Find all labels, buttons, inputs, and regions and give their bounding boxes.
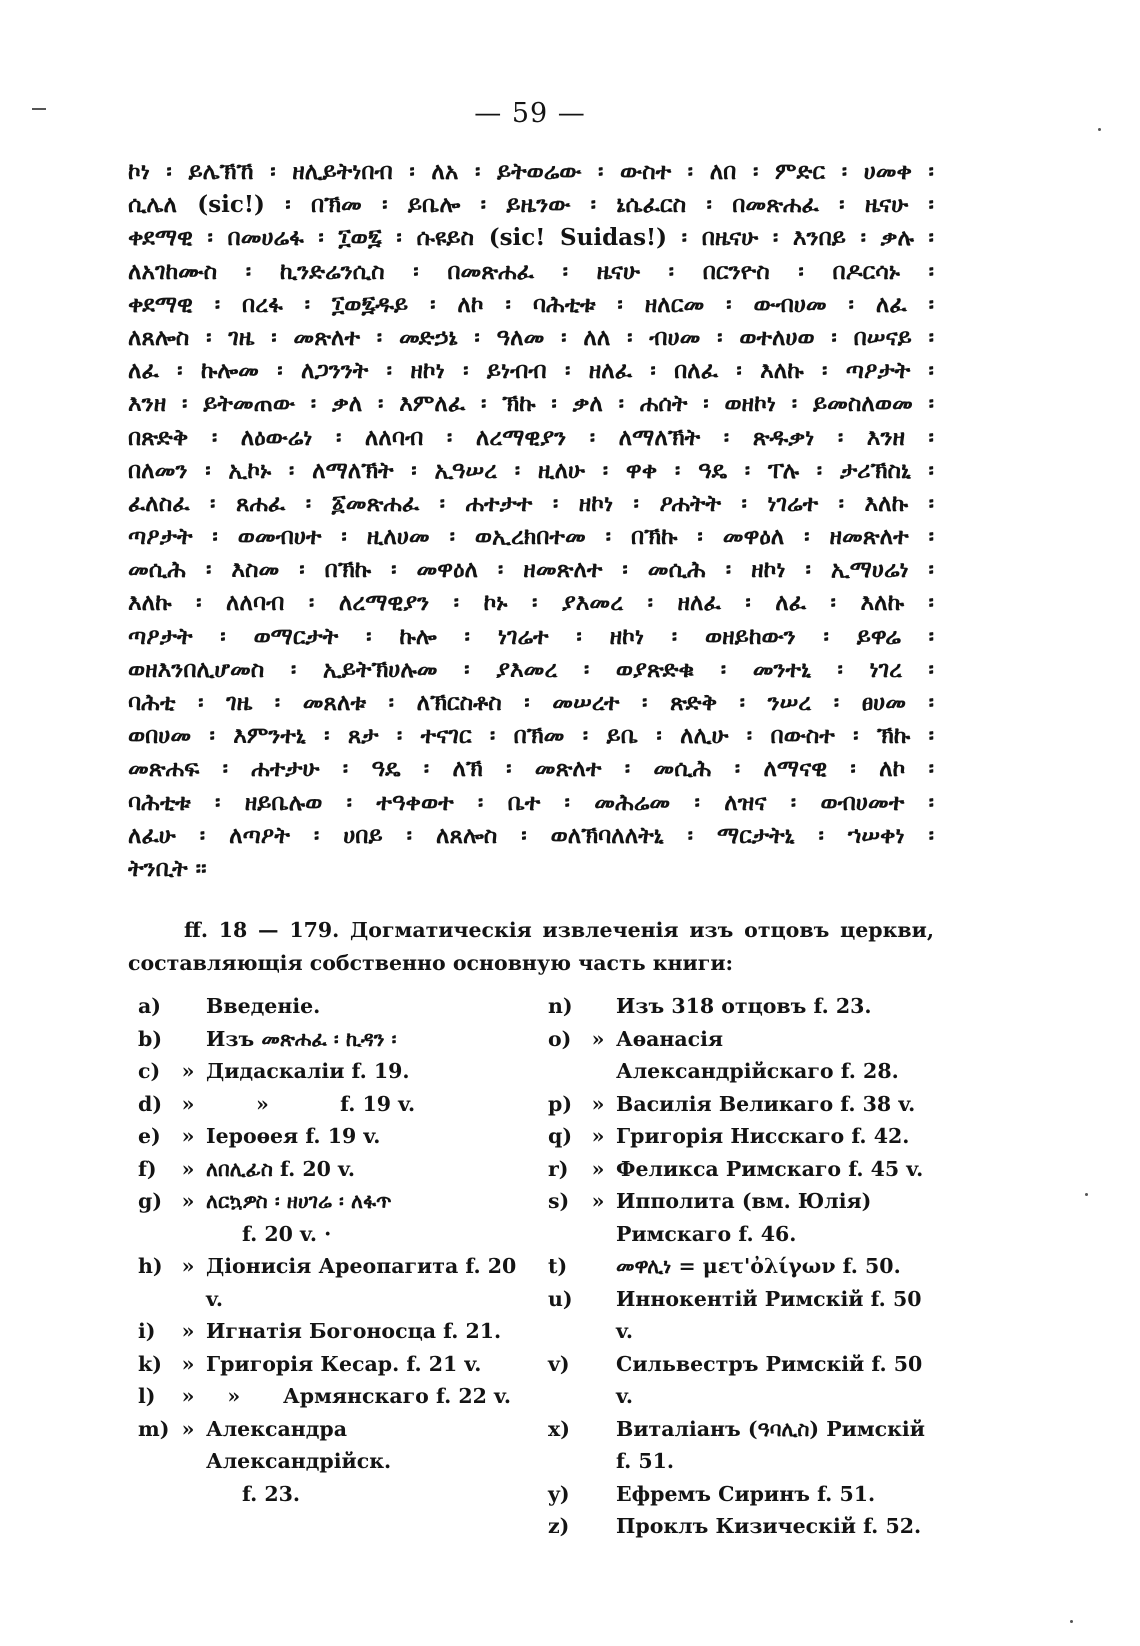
- list-item-letter: v): [548, 1351, 570, 1376]
- list-item-letter: s): [548, 1189, 570, 1213]
- ditto-mark: »: [181, 1189, 195, 1213]
- list-item: [548, 1283, 938, 1348]
- list-item: [138, 1023, 528, 1056]
- ethiopic-line: ለፈሁ ፡ ለጣዖት ፡ ሀበይ ፡ ለጸሎስ ፡ ወለኽባለለትኒ ፡ ማርታትኒ ፡ ኀሠቀነ ፡: [128, 821, 934, 849]
- list-item-main: Виталіанъ (ዓባሊስ) Римскій f. 51.: [616, 1416, 933, 1473]
- list-item-main: መዋሊነ = μετ'ὀλίγων f. 50.: [616, 1254, 901, 1278]
- list-item-text: [616, 1120, 938, 1153]
- ethiopic-line: መሲሕ ፡ እስመ ፡ በኽኩ ፡ መዋዕለ ፡ ዘመጽለተ ፡ መሲሕ ፡ ዘኮነ ፡ ኢማሀሬነ ፡: [128, 556, 934, 584]
- list-item-letter: e): [138, 1124, 161, 1148]
- list-item-letter: p): [548, 1091, 573, 1116]
- list-item-main: Аѳанасія Александрійскаго f. 28.: [616, 1026, 899, 1083]
- ethiopic-line: ጣዖታት ፡ ወመብሀተ ፡ ዚለሀመ ፡ ወኢረክበተመ ፡ በኽኩ ፡ መዋዕለ ፡ ዘመጽለተ ፡: [128, 523, 934, 551]
- ethiopic-line: ለጸሎስ ፡ ገዜ ፡ መጽለተ ፡ መድኃኔ ፡ ዓለመ ፡ ለለ ፡ ብሀመ ፡ ወተለሀወ ፡ በሠናይ ፡: [128, 323, 934, 351]
- list-item: [138, 990, 528, 1023]
- list-item-letter: g): [138, 1189, 163, 1213]
- list-item-main: Ипполита (вм. Юлія) Римскаго f. 46.: [616, 1189, 879, 1246]
- list-item-main: ለርኳዎስ ፡ ዘሀገሬ ፡ ለፋጥ: [206, 1189, 392, 1213]
- ethiopic-line: ጣዖታት ፡ ወማርታት ፡ ኩሎ ፡ ነገሬተ ፡ ዘኮነ ፡ ወዘይከውን ፡ ይዋሬ ፡: [128, 622, 934, 650]
- ethiopic-line: ለፈ ፡ ኩሎመ ፡ ለጋንንት ፡ ዘኮነ ፡ ይነብብ ፡ ዘለፈ ፡ በለፈ ፡ እለኩ ፡ ጣዖታት ፡: [128, 357, 934, 385]
- ethiopic-line: በጽድቅ ፡ ለዕውሬነ ፡ ለለባብ ፡ ለረማዊያን ፡ ለማለኽት ፡ ጽዱቃነ ፡ እንዘ ፡: [128, 423, 934, 451]
- list-item: [138, 1380, 528, 1413]
- ethiopic-line: ወበሀመ ፡ እምንተኒ ፡ ጸታ ፡ ተናገር ፡ በኽመ ፡ ይቤ ፡ ለሊሁ ፡ በውስተ ፡ ኽኩ ፡: [128, 722, 934, 750]
- list-item-text: [206, 1413, 528, 1511]
- ethiopic-line: ትንቢት ፡፡: [128, 854, 207, 882]
- ditto-mark: »: [181, 1124, 195, 1148]
- list-item: [548, 1250, 938, 1283]
- list-item: [548, 1088, 938, 1121]
- list-item-letter: z): [548, 1514, 570, 1538]
- list-item-letter: a): [138, 994, 161, 1018]
- list-item-letter: x): [548, 1416, 570, 1441]
- ethiopic-text-block: [128, 155, 934, 885]
- list-item-letter: c): [138, 1059, 161, 1083]
- ethiopic-line: እንዘ ፡ ይትመጠው ፡ ቃለ ፡ እምለፈ ፡ ኽኩ ፡ ቃለ ፡ ሐሰት ፡ ወዘኮነ ፡ ይመስለወመ ፡: [128, 390, 934, 418]
- list-item-text: [206, 1185, 528, 1250]
- list-item-main: Феликса Римскаго f. 45 v.: [616, 1156, 924, 1181]
- list-item-letter: y): [548, 1481, 570, 1506]
- ethiopic-line: ቀደማዊ ፡ በረፋ ፡ ፲ወ፯ዱይ ፡ ለኮ ፡ ባሕቲቱ ፡ ዘለርመ ፡ ውብሀመ ፡ ለፈ ፡: [128, 290, 934, 318]
- list-item: [548, 1478, 938, 1511]
- list-item: [138, 1185, 528, 1250]
- list-item: [138, 1088, 528, 1121]
- ethiopic-line: ባሕቲ ፡ ገዜ ፡ መጸለቱ ፡ ለኽርስቶስ ፡ መሠረተ ፡ ጽድቅ ፡ ንሠረ ፡ ፀሀመ ፡: [128, 689, 934, 716]
- list-item: [548, 1023, 938, 1088]
- list-item-text: [616, 1153, 938, 1186]
- ethiopic-line: ለአገከሙስ ፡ ኪንድሬንሲስ ፡ በመጽሐፈ ፡ ዜናሁ ፡ በርንዮስ ፡ በዶርሳኑ ፡: [128, 257, 934, 285]
- list-item-letter: n): [548, 994, 573, 1018]
- list-item-letter: f): [138, 1156, 157, 1181]
- list-item-text: [616, 1413, 938, 1478]
- list-item-letter: m): [138, 1416, 170, 1441]
- ethiopic-line: መጽሐፍ ፡ ሐተታሁ ፡ ዓዴ ፡ ለኽ ፡ መጽለተ ፡ መሲሕ ፡ ለማናዊ ፡ ለኮ ፡: [128, 755, 934, 783]
- ethiopic-line: ፈለስፈ ፡ ጸሐፈ ፡ ፩መጽሐፈ ፡ ሐተታተ ፡ ዘኮነ ፡ ዖሐትት ፡ ነገሬተ ፡ እለኩ ፡: [128, 489, 934, 517]
- ethiopic-line: ሲሌለ (sic!) ፡ በኽመ ፡ ይቤሎ ፡ ይዜንው ፡ ኔሴፈርስ ፡ በመጽሐፈ ፡ ዜናሁ ፡: [128, 191, 934, 219]
- list-item-letter: h): [138, 1254, 163, 1278]
- list-item-main: Александра Александрійск.: [206, 1416, 392, 1473]
- list-item-letter: o): [548, 1026, 572, 1051]
- list-item-text: [206, 1088, 528, 1121]
- speck: [1085, 1193, 1088, 1196]
- list-item-main: » Армянскаго f. 22 v.: [206, 1384, 511, 1408]
- list-item-letter: q): [548, 1124, 573, 1148]
- ditto-mark: »: [591, 1156, 605, 1181]
- ditto-mark: »: [181, 1254, 195, 1278]
- list-item: [138, 1348, 528, 1381]
- list-item-letter: u): [548, 1286, 573, 1311]
- speck: [1098, 128, 1101, 131]
- list-item-main: Григорія Кесар. f. 21 v.: [206, 1351, 482, 1376]
- ditto-mark: »: [181, 1059, 195, 1083]
- list-item-text: [616, 1185, 938, 1250]
- list-item: [548, 1413, 938, 1478]
- ethiopic-line: ኮነ ፡ ይሌኽኸ ፡ ዘሊይትነበብ ፡ ለአ ፡ ይትወሬው ፡ ውስተ ፡ ለበ ፡ ምድር ፡ ሀመቀ ፡: [128, 158, 934, 185]
- list-item-main: Іероѳея f. 19 v.: [206, 1124, 381, 1148]
- list-item-text: [206, 1120, 528, 1153]
- ethiopic-line: በለመን ፡ ኢኮኑ ፡ ለማለኽት ፡ ኢዓሠረ ፡ ዚለሁ ፡ ዋቀ ፡ ዓዴ ፡ ፐሉ ፡ ታሪኽስኒ ፡: [128, 456, 934, 484]
- ditto-mark: »: [591, 1124, 605, 1148]
- list-item-continuation: f. 20 v. ·: [242, 1221, 332, 1246]
- list-item-main: Дидаскаліи f. 19.: [206, 1059, 410, 1083]
- ethiopic-line: ቀደማዊ ፡ በመሀሬፋ ፡ ፲ወ፯ ፡ ሱዩይስ (sic! Suidas!) ፡ በዜናሁ ፡ እንበይ ፡ ቃሉ ፡: [128, 224, 934, 252]
- list-item: [548, 1185, 938, 1250]
- list-item: [548, 1510, 938, 1543]
- list-item: [548, 1348, 938, 1413]
- ethiopic-line: ባሕቲቱ ፡ ዘይቤሉወ ፡ ተዓቀወተ ፡ ቤተ ፡ መሕሬመ ፡ ለዝና ፡ ወብሀመተ ፡: [128, 788, 934, 816]
- ditto-mark: »: [591, 1091, 605, 1116]
- ditto-mark: »: [181, 1156, 195, 1181]
- margin-mark: [32, 108, 46, 110]
- list-item: [138, 1413, 528, 1511]
- list-item-main: » f. 19 v.: [206, 1091, 416, 1116]
- ethiopic-line: እለኩ ፡ ለለባብ ፡ ለረማዊያን ፡ ኮኑ ፡ ያእመረ ፡ ዘለፈ ፡ ለፈ ፡ እለኩ ፡: [128, 589, 934, 617]
- list-item-main: Изъ መጽሐፈ ፡ ኪዳን ፡: [206, 1026, 397, 1051]
- list-item-text: [616, 1478, 938, 1511]
- list-item: [138, 1153, 528, 1186]
- speck: [1070, 1620, 1073, 1623]
- ditto-mark: »: [181, 1319, 195, 1343]
- ditto-mark: »: [181, 1091, 195, 1116]
- list-item-text: [206, 1023, 528, 1056]
- list-item-text: [616, 1250, 938, 1283]
- list-item-main: Григорія Нисскаго f. 42.: [616, 1124, 910, 1148]
- list-item-main: Иннокентій Римскій f. 50 v.: [616, 1286, 929, 1343]
- list-item-letter: d): [138, 1091, 163, 1116]
- list-item: [138, 1315, 528, 1348]
- list-item-letter: b): [138, 1026, 163, 1051]
- ditto-mark: »: [591, 1026, 605, 1051]
- list-item-letter: r): [548, 1156, 569, 1181]
- list-item-text: [206, 1153, 528, 1186]
- list-item-text: [616, 1088, 938, 1121]
- list-item-text: [206, 1250, 528, 1315]
- list-item-text: [616, 990, 938, 1023]
- list-item-main: Сильвестръ Римскій f. 50 v.: [616, 1351, 930, 1408]
- ethiopic-line: ወዘእንበሊሆመስ ፡ ኢይትኽሀሉመ ፡ ያእመረ ፡ ወያጽድቁ ፡ መንተኒ ፡ ነገረ ፡: [128, 655, 934, 683]
- list-item-text: [616, 1348, 938, 1413]
- list-item: [548, 990, 938, 1023]
- list-item-text: [206, 1348, 528, 1381]
- list-item-text: [206, 990, 528, 1023]
- list-item-main: ለበሊፊስ f. 20 v.: [206, 1156, 356, 1181]
- list-item-text: [206, 1055, 528, 1088]
- list-item-letter: l): [138, 1384, 156, 1408]
- list-item-main: Ефремъ Сиринъ f. 51.: [616, 1481, 876, 1506]
- list-item-text: [616, 1510, 938, 1543]
- section-heading: ff. 18 — 179. Догматическія извлеченія изъ отцовъ церкви, составляющія собственно основную часть книги:: [128, 918, 934, 975]
- list-item-text: [616, 1023, 938, 1088]
- ditto-mark: »: [591, 1189, 605, 1213]
- list-item-continuation: f. 23.: [242, 1481, 301, 1506]
- list-item-main: Проклъ Кизическій f. 52.: [616, 1514, 922, 1538]
- list-item-main: Василія Великаго f. 38 v.: [616, 1091, 916, 1116]
- ditto-mark: »: [181, 1384, 195, 1408]
- list-item-text: [206, 1380, 528, 1413]
- list-item-letter: t): [548, 1254, 568, 1278]
- contents-list-left: [138, 990, 528, 1510]
- list-item-letter: k): [138, 1351, 162, 1376]
- list-item-main: Игнатія Богоносца f. 21.: [206, 1319, 502, 1343]
- list-item-main: Введеніе.: [206, 994, 321, 1018]
- list-item: [138, 1250, 528, 1315]
- contents-list-right: [548, 990, 938, 1543]
- list-item: [138, 1120, 528, 1153]
- list-item: [138, 1055, 528, 1088]
- list-item-main: Изъ 318 отцовъ f. 23.: [616, 994, 872, 1018]
- list-item-text: [206, 1315, 528, 1348]
- ditto-mark: »: [181, 1351, 195, 1376]
- ditto-mark: »: [181, 1416, 195, 1441]
- page-number: — 59 —: [474, 98, 586, 129]
- list-item-main: Діонисія Ареопагита f. 20 v.: [206, 1254, 524, 1311]
- list-item-letter: i): [138, 1319, 156, 1343]
- list-item: [548, 1153, 938, 1186]
- list-item: [548, 1120, 938, 1153]
- list-item-text: [616, 1283, 938, 1348]
